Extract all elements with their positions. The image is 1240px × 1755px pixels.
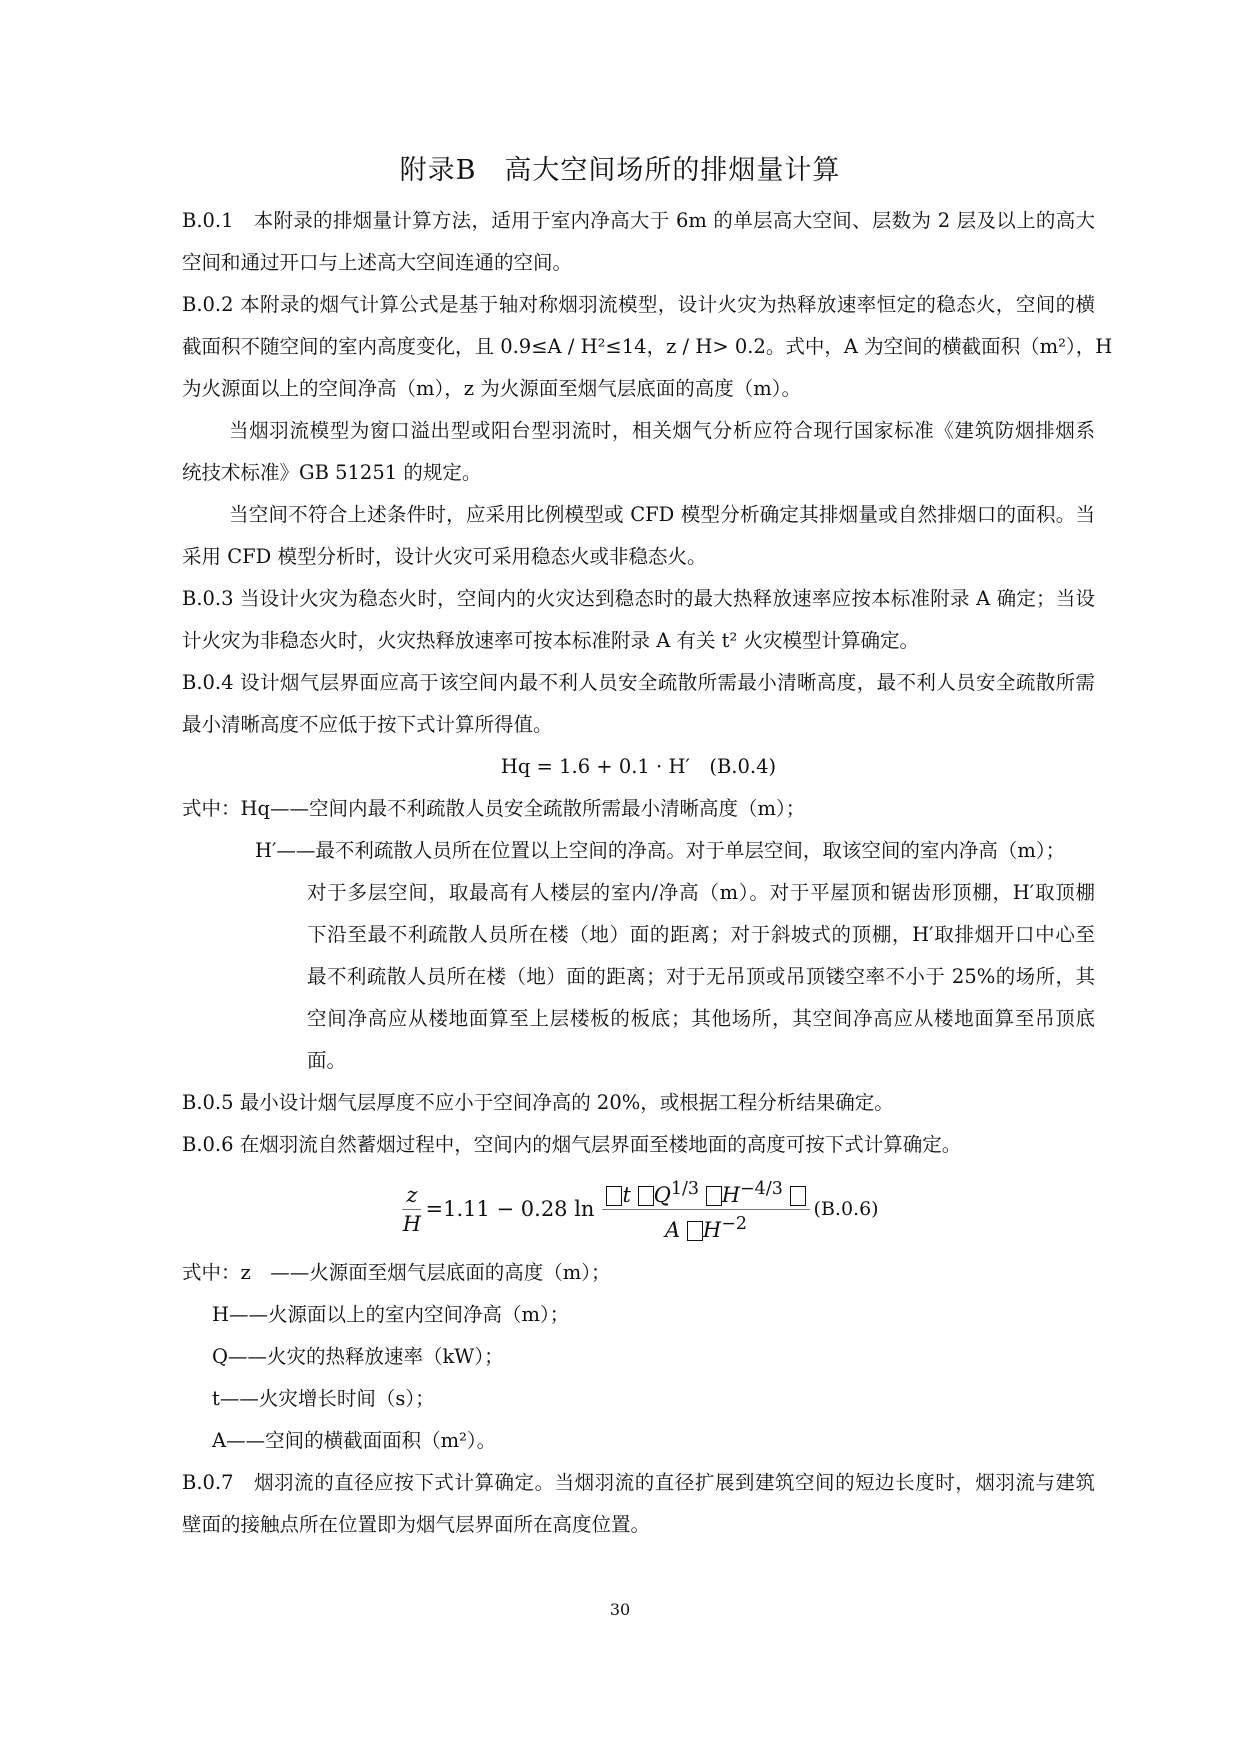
denominator: H	[402, 1211, 422, 1236]
equation-rhs: =1.11 − 0.28 ln	[425, 1197, 595, 1221]
text-line: H′——最不利疏散人员所在位置以上空间的净高。对于单层空间，取该空间的室内净高（m）；	[255, 839, 1066, 862]
text-line: B.0.4 设计烟气层界面应高于该空间内最不利人员安全疏散所需最小清晰高度，最不利人员安全疏散所需	[182, 671, 1095, 694]
text-line: 式中：z ——火源面至烟气层底面的高度（m）；	[182, 1261, 611, 1284]
text-line: 式中：Hq——空间内最不利疏散人员安全疏散所需最小清晰高度（m）；	[182, 797, 806, 820]
text-line: B.0.3 当设计火灾为稳态火时，空间内的火灾达到稳态时的最大热释放速率应按本标准附录 A 确定；当设	[182, 587, 1095, 610]
text-line: Q——火灾的热释放速率（kW）；	[212, 1345, 504, 1368]
var-q: Q	[653, 1182, 671, 1207]
text-line: 计火灾为非稳态火时，火灾热释放速率可按本标准附录 A 有关 t² 火灾模型计算确定。	[182, 629, 920, 652]
text-line: 为火源面以上的空间净高（m），z 为火源面至烟气层底面的高度（m）。	[182, 377, 801, 400]
text-line: 统技术标准》GB 51251 的规定。	[182, 461, 482, 484]
text-line: B.0.5 最小设计烟气层厚度不应小于空间净高的 20%，或根据工程分析结果确定。	[182, 1091, 894, 1114]
missing-glyph-icon	[606, 1186, 622, 1206]
text-line: 当烟羽流模型为窗口溢出型或阳台型羽流时，相关烟气分析应符合现行国家标准《建筑防烟排烟系	[229, 419, 1095, 442]
text-line: 下沿至最不利疏散人员所在楼（地）面的距离；对于斜坡式的顶棚，H′取排烟开口中心至	[307, 923, 1095, 946]
missing-glyph-icon	[638, 1186, 654, 1206]
var-t: t	[622, 1182, 631, 1207]
document-body	[182, 200, 1113, 1546]
missing-glyph-icon	[706, 1186, 722, 1206]
var-a: A	[665, 1217, 681, 1242]
text-line: 空间和通过开口与上述高大空间连通的空间。	[182, 251, 573, 274]
text-line: 对于多层空间，取最高有人楼层的室内/净高（m）。对于平屋顶和锯齿形顶棚，H′取顶棚	[307, 881, 1095, 904]
page-number: 30	[609, 1600, 631, 1619]
exponent: −4/3	[740, 1178, 783, 1199]
text-line: B.0.2 本附录的烟气计算公式是基于轴对称烟羽流模型，设计火灾为热释放速率恒定的稳态火，空间的横	[182, 293, 1095, 316]
var-h: H	[721, 1182, 741, 1207]
text-line: B.0.7 烟羽流的直径应按下式计算确定。当烟羽流的直径扩展到建筑空间的短边长度时，烟羽流与建筑	[182, 1471, 1095, 1494]
log-argument-fraction	[602, 1175, 809, 1244]
text-line: 截面积不随空间的室内高度变化，且 0.9≤A / H²≤14，z / H> 0.2。式中，A 为空间的横截面积（m²），H	[182, 335, 1113, 358]
numerator	[602, 1175, 809, 1210]
equation-label: (B.0.6)	[813, 1198, 879, 1220]
text-line: 空间净高应从楼地面算至上层楼板的板底；其他场所，其空间净高应从楼地面算至吊顶底	[307, 1007, 1095, 1030]
text-line: B.0.1 本附录的排烟量计算方法，适用于室内净高大于 6m 的单层高大空间、层数为 2 层及以上的高大	[182, 209, 1095, 232]
text-line: B.0.6 在烟羽流自然蓄烟过程中，空间内的烟气层界面至楼地面的高度可按下式计算确定。	[182, 1133, 962, 1156]
text-line: 最不利疏散人员所在楼（地）面的距离；对于无吊顶或吊顶镂空率不小于 25%的场所，其	[307, 965, 1095, 988]
text-line: 壁面的接触点所在位置即为烟气层界面所在高度位置。	[182, 1513, 651, 1536]
missing-glyph-icon	[687, 1221, 703, 1241]
numerator: z	[402, 1181, 421, 1210]
text-line: 当空间不符合上述条件时，应采用比例模型或 CFD 模型分析确定其排烟量或自然排烟口的面积。当	[229, 503, 1095, 526]
text-line: H——火源面以上的室内空间净高（m）；	[212, 1303, 570, 1326]
text-line: 采用 CFD 模型分析时，设计火灾可采用稳态火或非稳态火。	[182, 545, 707, 568]
text-line: 最小清晰高度不应低于按下式计算所得值。	[182, 713, 553, 736]
missing-glyph-icon	[790, 1186, 806, 1206]
text-line: 面。	[307, 1049, 347, 1072]
equation-b06	[182, 1166, 1095, 1252]
equation-b04: Hq = 1.6 + 0.1 · H′ (B.0.4)	[500, 755, 777, 778]
exponent: 1/3	[670, 1178, 699, 1199]
denominator	[665, 1210, 747, 1244]
exponent: −2	[721, 1213, 747, 1234]
var-h: H	[702, 1217, 722, 1242]
fraction-z-over-h	[402, 1181, 421, 1238]
text-line: A——空间的横截面面积（m²）。	[212, 1429, 497, 1452]
text-line: t——火灾增长时间（s）；	[212, 1387, 435, 1410]
page-title: 附录B 高大空间场所的排烟量计算	[399, 155, 841, 186]
